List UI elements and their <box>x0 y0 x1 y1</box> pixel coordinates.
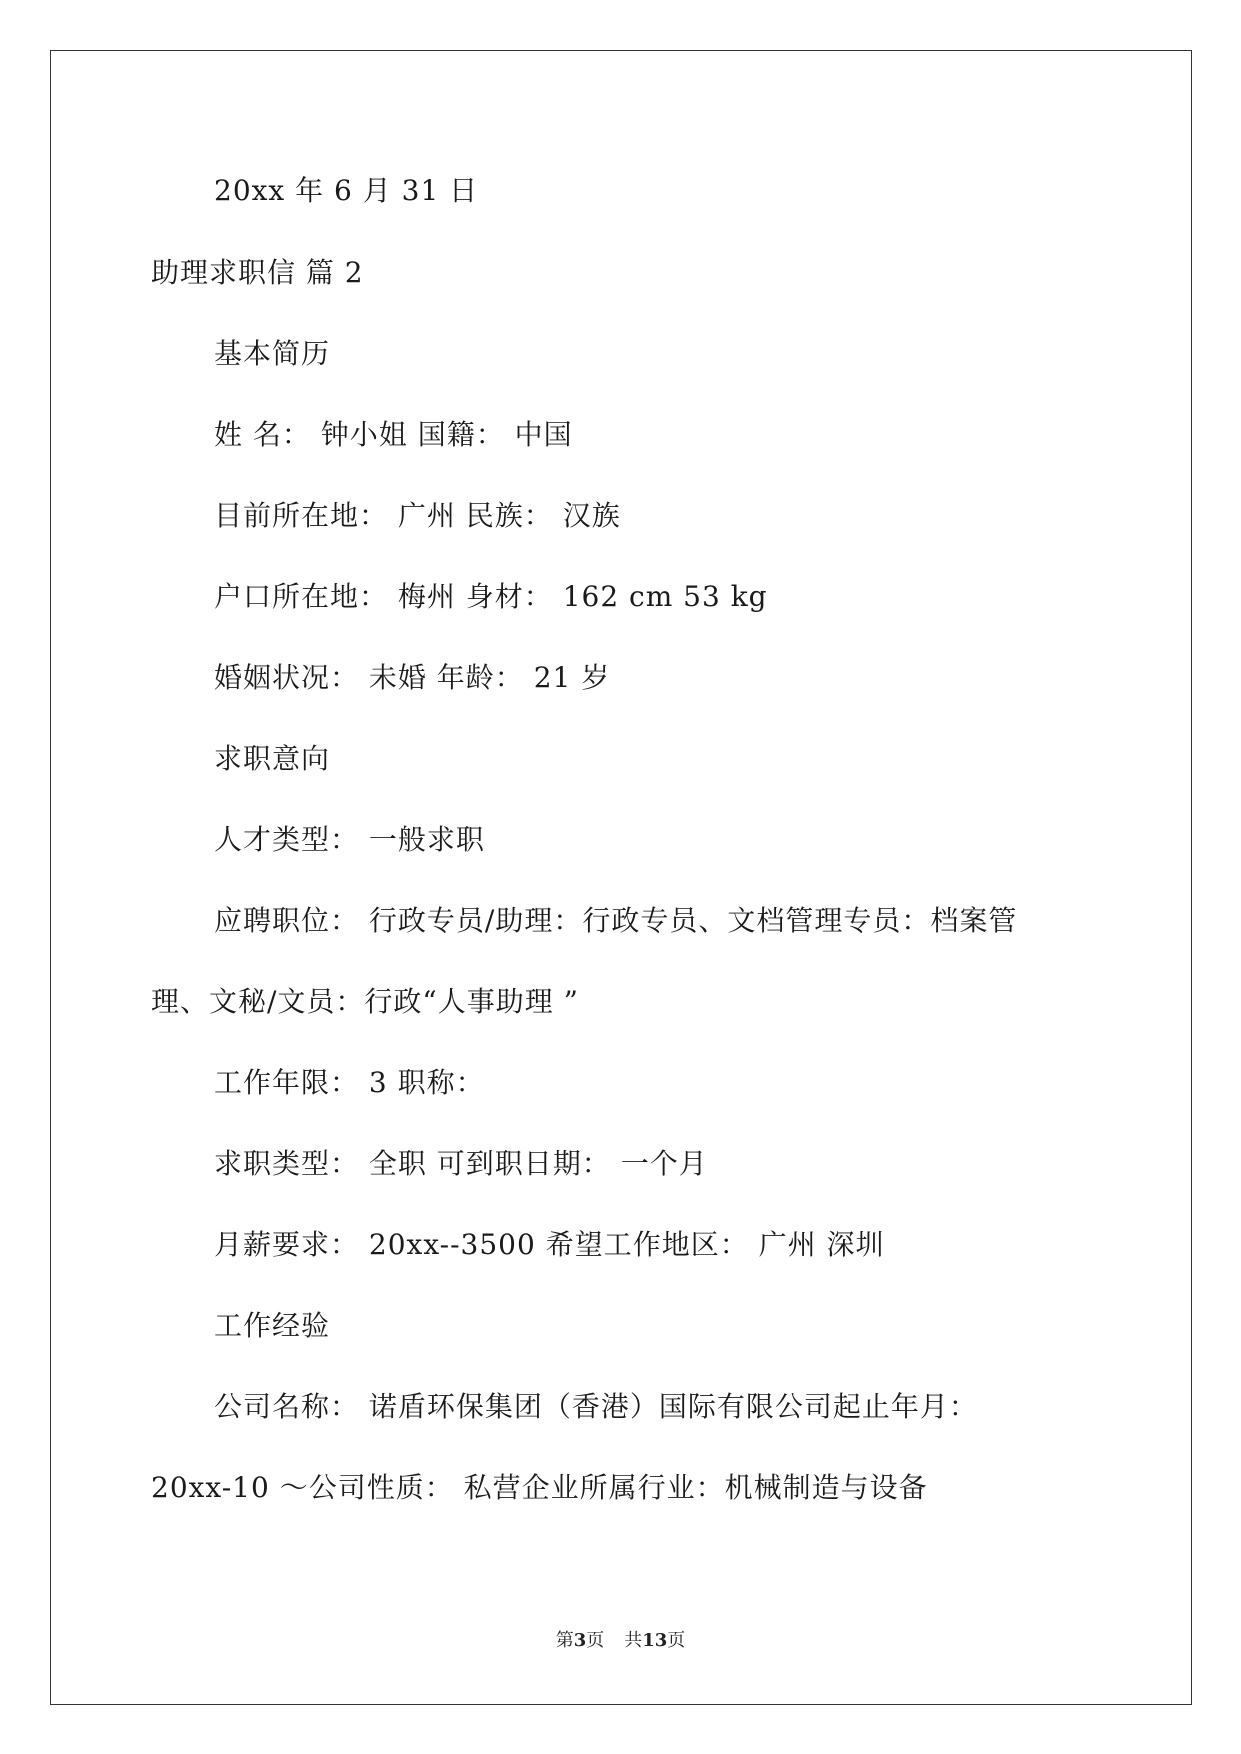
section-title: 助理求职信 篇 2 <box>151 256 364 289</box>
info-salary: 月薪要求： 20xx--3500 希望工作地区： 广州 深圳 <box>214 1228 885 1261</box>
heading-resume: 基本简历 <box>214 337 331 370</box>
info-talent-type: 人才类型： 一般求职 <box>214 823 485 856</box>
info-company: 公司名称： 诺盾环保集团（香港）国际有限公司起止年月： <box>214 1390 978 1423</box>
page-footer <box>0 1630 1241 1652</box>
footer-page-number: 3 <box>573 1630 587 1651</box>
heading-experience: 工作经验 <box>214 1309 331 1342</box>
info-location: 目前所在地： 广州 民族： 汉族 <box>214 499 621 532</box>
footer-prefix: 第 <box>555 1630 574 1651</box>
info-job-type: 求职类型： 全职 可到职日期： 一个月 <box>214 1147 708 1180</box>
footer-total-suffix: 页 <box>667 1630 686 1651</box>
footer-total-pages: 13 <box>642 1630 668 1651</box>
footer-page-suffix: 页 <box>586 1630 605 1651</box>
info-hukou: 户口所在地： 梅州 身材： 162 cm 53 kg <box>214 580 768 613</box>
info-work-years: 工作年限： 3 职称： <box>214 1066 485 1099</box>
info-name: 姓 名： 钟小姐 国籍： 中国 <box>214 418 573 451</box>
date-line: 20xx 年 6 月 31 日 <box>214 174 479 207</box>
footer-total-prefix: 共 <box>624 1630 643 1651</box>
page-border <box>50 50 1192 1705</box>
info-marital: 婚姻状况： 未婚 年龄： 21 岁 <box>214 661 611 694</box>
info-position-cont: 理、文秘/文员：行政“人事助理 ” <box>151 985 579 1018</box>
heading-intent: 求职意向 <box>214 742 331 775</box>
info-position: 应聘职位： 行政专员/助理：行政专员、文档管理专员：档案管 <box>214 904 1018 937</box>
info-company-cont: 20xx-10 ～公司性质： 私营企业所属行业：机械制造与设备 <box>151 1471 928 1504</box>
